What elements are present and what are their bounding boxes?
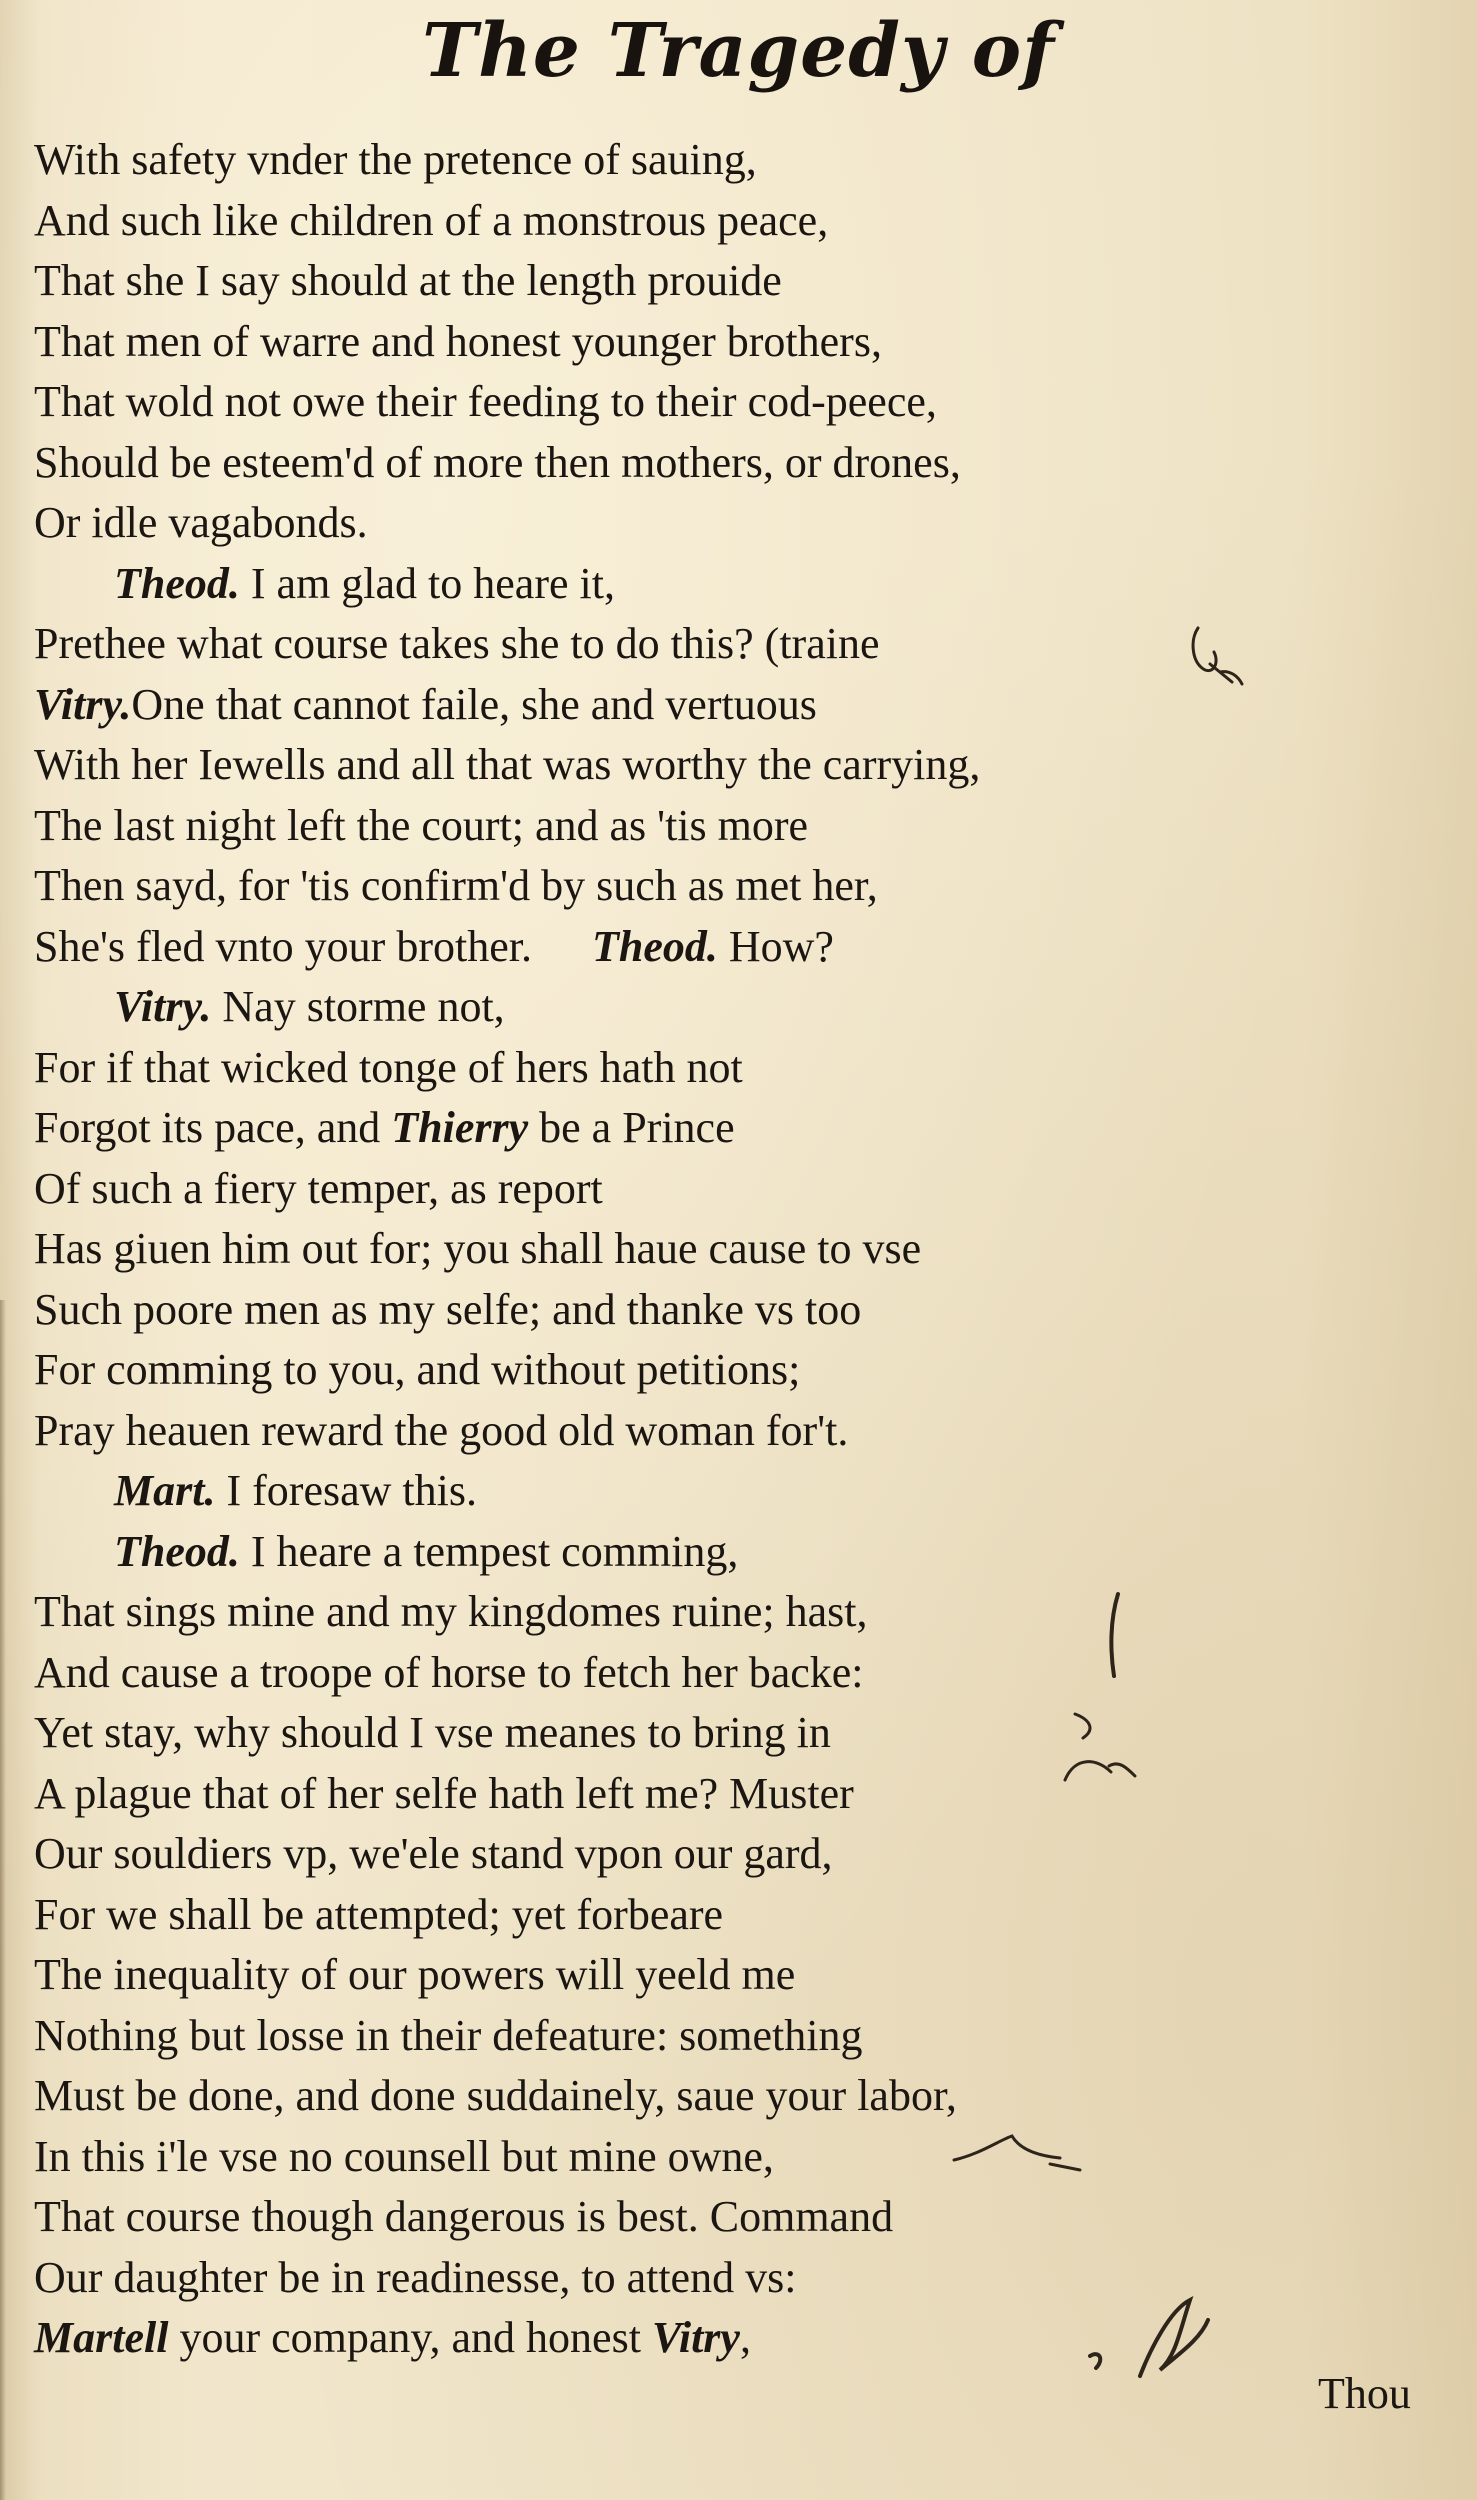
line-text: your company, and honest (168, 2313, 652, 2362)
line-text: That she I say should at the length prouide (34, 256, 782, 305)
line-text: The inequality of our powers will yeeld me (34, 1950, 796, 1999)
speaker-name: Theod. (591, 921, 718, 971)
text-line (34, 675, 1264, 736)
text-line (34, 1582, 1264, 1643)
text-line (34, 796, 1264, 857)
text-line (34, 1522, 1264, 1583)
line-text: I am glad to heare it, (239, 558, 615, 608)
text-line (34, 1098, 1264, 1159)
text-line (34, 1824, 1264, 1885)
text-line (34, 554, 1264, 615)
text-line (34, 2187, 1264, 2248)
line-text: That wold not owe their feeding to their cod-peece, (34, 377, 937, 426)
text-line (34, 191, 1264, 252)
line-text: With safety vnder the pretence of sauing, (34, 135, 757, 184)
line-text: Nay storme not, (211, 982, 505, 1031)
speaker-name: Mart. (114, 1466, 216, 1515)
line-text: Pray heauen reward the good old woman for't. (34, 1405, 849, 1455)
marginal-annotation-mark (1180, 620, 1250, 700)
line-text: The last night left the court; and as 'tis more (34, 800, 809, 850)
text-line (34, 1885, 1264, 1946)
text-line (34, 1219, 1264, 1280)
text-line (34, 1643, 1264, 1704)
line-text: Of such a fiery temper, as report (34, 1163, 603, 1213)
line-text: Has giuen him out for; you shall haue cause to vse (34, 1224, 922, 1273)
line-text: She's fled vnto your brother. (34, 921, 532, 971)
running-title: The Tragedy of (422, 8, 1055, 94)
speaker-name: Vitry (651, 2313, 740, 2362)
line-text: With her Iewells and all that was worthy the carrying, (34, 740, 981, 789)
line-text: A plague that of her selfe hath left me? Muster (34, 1768, 854, 1818)
marginal-bracket-mark (1100, 1590, 1130, 1680)
line-text: Such poore men as my selfe; and thanke vs too (34, 1284, 862, 1334)
line-text: And cause a troope of horse to fetch her backe: (34, 1647, 864, 1697)
text-line (34, 1401, 1264, 1462)
text-line (34, 977, 1264, 1038)
speaker-name: Vitry. (34, 679, 132, 729)
marginal-flourish-mark (950, 2120, 1110, 2190)
speaker-name: Martell (34, 2313, 169, 2362)
line-text: Yet stay, why should I vse meanes to bring in (34, 1708, 831, 1757)
line-text: Our daughter be in readinesse, to attend vs: (34, 2252, 797, 2302)
speaker-name: Vitry. (114, 982, 212, 1031)
line-text: That sings mine and my kingdomes ruine; hast, (34, 1587, 868, 1636)
speaker-name: Theod. (114, 558, 240, 608)
text-line (34, 614, 1264, 675)
line-text: And such like children of a monstrous peace, (34, 195, 829, 245)
speaker-name: Thierry (391, 1103, 529, 1152)
line-text: For comming to you, and without petitions; (34, 1345, 801, 1394)
line-text: Must be done, and done suddainely, saue your labor, (34, 2071, 957, 2120)
line-text: One that cannot faile, she and vertuous (131, 679, 817, 729)
line-text: I heare a tempest comming, (239, 1526, 739, 1576)
text-line (34, 2006, 1264, 2067)
line-text: That men of warre and honest younger brothers, (34, 316, 882, 366)
line-text: How? (717, 921, 834, 971)
text-line (34, 1340, 1264, 1401)
text-line (34, 1945, 1264, 2006)
line-text: Then sayd, for 'tis confirm'd by such as met her, (34, 861, 878, 910)
text-line (34, 312, 1264, 373)
line-text: That course though dangerous is best. Command (34, 2192, 894, 2241)
catchword: Thou (1318, 2369, 1411, 2418)
line-text: Our souldiers vp, we'ele stand vpon our gard, (34, 1829, 833, 1878)
line-text: For we shall be attempted; yet forbeare (34, 1889, 724, 1939)
line-text: I foresaw this. (215, 1466, 477, 1515)
line-text: , (739, 2313, 751, 2362)
text-line (34, 1280, 1264, 1341)
line-text: Forgot its pace, and (34, 1103, 392, 1152)
text-line (34, 917, 1264, 978)
text-line (34, 251, 1264, 312)
speaker-name: Theod. (114, 1526, 240, 1576)
binding-shadow (0, 1300, 6, 2500)
text-line (34, 1159, 1264, 1220)
line-text: Nothing but losse in their defeature: something (34, 2010, 863, 2060)
text-line (34, 372, 1264, 433)
line-text: In this i'le vse no counsell but mine owne, (34, 2131, 774, 2181)
text-line (34, 130, 1264, 191)
line-text: Should be esteem'd of more then mothers, or drones, (34, 437, 961, 487)
text-line (34, 856, 1264, 917)
line-text: For if that wicked tonge of hers hath not (34, 1042, 743, 1092)
line-text: Prethee what course takes she to do this? (traine (34, 619, 880, 668)
text-line (34, 1038, 1264, 1099)
marginal-squiggle-mark (1055, 1700, 1145, 1790)
text-line (34, 1461, 1264, 1522)
text-block (34, 130, 1264, 2369)
text-line (34, 2066, 1264, 2127)
text-line (34, 735, 1264, 796)
text-line (34, 493, 1264, 554)
line-text: be a Prince (528, 1103, 735, 1152)
text-line (34, 433, 1264, 494)
line-text: Or idle vagabonds. (34, 498, 368, 547)
marginal-signature-mark (1080, 2280, 1220, 2390)
